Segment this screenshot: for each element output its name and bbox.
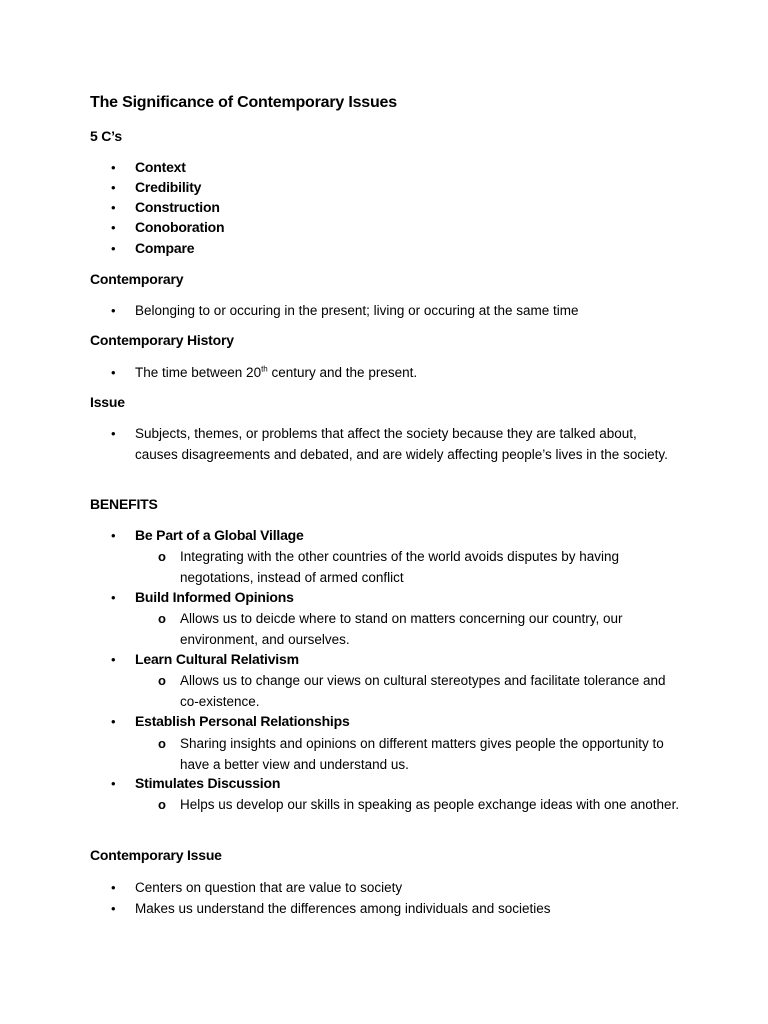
bullet-icon: • — [111, 241, 116, 256]
benefit-detail-text: Integrating with the other countries of the world avoids disputes by having negotations, instead of armed conflict — [180, 549, 620, 585]
bullet-icon: • — [111, 365, 116, 380]
bullet-icon: • — [111, 652, 116, 667]
history-text-end: century and the present. — [267, 365, 418, 380]
bullet-icon: • — [111, 880, 116, 895]
bullet-icon: • — [111, 180, 116, 195]
heading-benefits: BENEFITS — [90, 496, 158, 512]
bullet-icon: • — [111, 220, 116, 235]
list-item-text: Credibility — [135, 179, 202, 195]
benefit-detail-text: Allows us to deicde where to stand on matters concerning our country, our environment, and ourselves. — [180, 611, 623, 647]
list-item-text: Conoboration — [135, 219, 225, 235]
sub-bullet-icon: o — [158, 549, 166, 564]
bullet-icon: • — [111, 776, 116, 791]
bullet-icon: • — [111, 901, 116, 916]
list-item-text — [135, 362, 675, 383]
bullet-icon: • — [111, 590, 116, 605]
list-item-text: Belonging to or occuring in the present; living or occuring at the same time — [135, 303, 579, 318]
heading-contemporary: Contemporary — [90, 271, 184, 287]
list-item-text: Centers on question that are value to society — [135, 880, 403, 895]
bullet-icon: • — [111, 426, 116, 441]
bullet-icon: • — [111, 303, 116, 318]
benefit-label: Learn Cultural Relativism — [135, 651, 299, 667]
benefit-label: Be Part of a Global Village — [135, 527, 304, 543]
list-item-text: Subjects, themes, or problems that affect the society because they are talked about, causes disagreements and debated, and are widely affecting people’s lives in the society. — [135, 426, 668, 462]
history-superscript: th — [261, 364, 268, 374]
bullet-icon: • — [111, 160, 116, 175]
sub-bullet-icon: o — [158, 673, 166, 688]
heading-contemporary-issue: Contemporary Issue — [90, 847, 222, 863]
list-item-text: Construction — [135, 199, 220, 215]
benefit-label: Build Informed Opinions — [135, 589, 294, 605]
bullet-icon: • — [111, 528, 116, 543]
bullet-icon: • — [111, 200, 116, 215]
sub-bullet-icon: o — [158, 797, 166, 812]
list-item-text: Compare — [135, 240, 195, 256]
benefit-label: Establish Personal Relationships — [135, 713, 350, 729]
benefit-detail-text: Allows us to change our views on cultural stereotypes and facilitate tolerance and co-existence. — [180, 673, 666, 709]
heading-issue: Issue — [90, 394, 125, 410]
bullet-icon: • — [111, 714, 116, 729]
benefit-label: Stimulates Discussion — [135, 775, 281, 791]
sub-bullet-icon: o — [158, 736, 166, 751]
history-text-start: The time between 20 — [135, 365, 262, 380]
page-title: The Significance of Contemporary Issues — [90, 94, 397, 111]
benefit-detail-text: Helps us develop our skills in speaking as people exchange ideas with one another. — [180, 797, 680, 812]
heading-five-cs: 5 C’s — [90, 128, 122, 144]
list-item-text: Makes us understand the differences among individuals and societies — [135, 901, 551, 916]
list-item-text: Context — [135, 159, 186, 175]
sub-bullet-icon: o — [158, 611, 166, 626]
benefit-detail-text: Sharing insights and opinions on different matters gives people the opportunity to have a better view and understand us. — [180, 736, 664, 772]
heading-contemporary-history: Contemporary History — [90, 332, 234, 348]
